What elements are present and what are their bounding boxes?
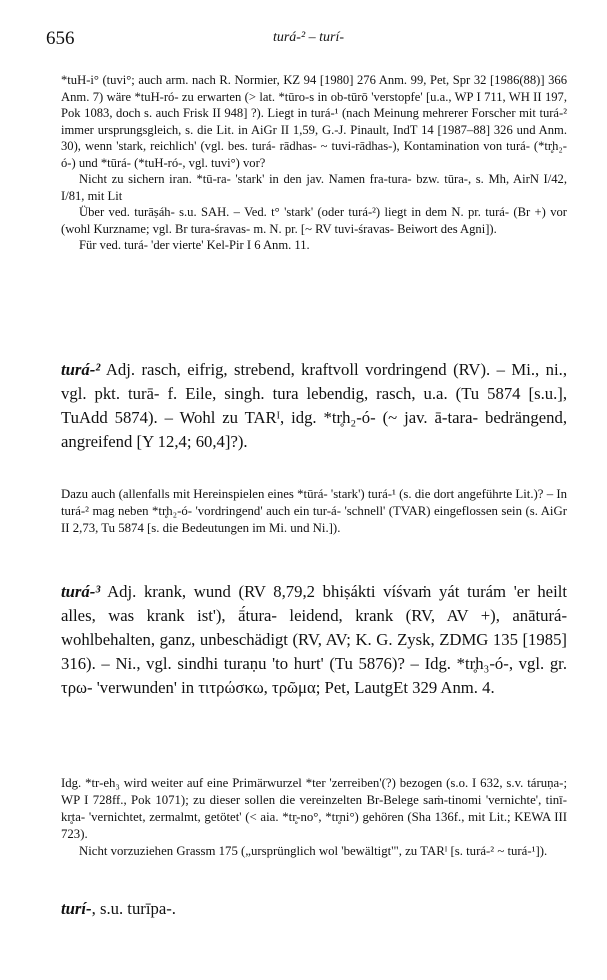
entry-body xyxy=(61,580,567,700)
paragraph: Für ved. turá- 'der vierte' Kel-Pir I 6 Anm. 11. xyxy=(79,238,310,252)
running-title: turá-² – turí- xyxy=(272,30,345,45)
entry-text: Adj. krank, wund (RV 8,79,2 bhiṣákti víśvaṁ yát turám 'er heilt alles, was krank ist'), ā́tura- leidend, krank (RV, AV +), anāturá- wohlbehalten, ganz, unbeschädigt (RV, AV; K. G. Zysk, ZDMG 135 [1985] 316). – Ni., vgl. sindhi turaṇu 'to hurt' (Tu 5876)? – Idg. *tr̥h₃-ó-, vgl. gr. τρω- 'verwunden' in τιτρώσκω, τρῶμα; Pet, LautgEt 329 Anm. 4. xyxy=(61,582,567,697)
paragraph: Nicht vorzuziehen Grassm 175 („ursprünglich wol 'bewältigt'", zu TARᴵ [s. turá-² ~ turá-¹]). xyxy=(79,844,548,858)
paragraph: *tuH-i° (tuvi°; auch arm. nach R. Normier, KZ 94 [1980] 276 Anm. 99, Pet, Spr 32 [1986(88)] 366 Anm. 7) wäre *tuH-ró- zu erwarten (> lat. *tūro-s in ob-tūrō 'verstopfe' [u.a., WP I 711, WH II 197, Pok 1083, doch s. auch Frisk II 948] ?). Liegt in turá-¹ (nach Meinung mehrerer Forscher mit turá-² immer ursprungsgleich, s. die Lit. in AiGr II 1,59, G.-J. Pinault, IndT 14 [1987–88] 326 und Anm. 30), wenn 'stark, reichlich' (vgl. bes. turá- rādhas- ~ tuvi-rādhas-), Kontamination von turá- (*tr̥h₂-ó-) und *tūrá- (*tuH-ró-, vgl. tuvi°) vor? xyxy=(61,73,567,170)
paragraph: Nicht zu sichern iran. *tū-ra- 'stark' in den jav. Namen fra-tura- bzw. tūra-, s. Mh, AirN I/42, I/81, mit Lit xyxy=(61,172,567,203)
paragraph: Dazu auch (allenfalls mit Hereinspielen eines *tūrá- 'stark') turá-¹ (s. die dort angeführte Lit.)? – In turá-² mag neben *tr̥h₂-ó- 'vordringend' auch ein tur-á- 'schnell' (TVAR) eingeflossen sein (s. AiGr II 2,73, Tu 5874 [s. die Bedeutungen im Mi. und Ni.]). xyxy=(61,487,567,535)
entry-tura-3 xyxy=(61,580,567,700)
entry-lemma: turá-² xyxy=(61,360,101,379)
page-number: 656 xyxy=(46,28,75,49)
paragraph: Über ved. turāṣáh- s.u. SAH. – Ved. t° 'stark' (oder turá-²) liegt in dem N. pr. turá- (Br +) vor (wohl Kurzname; vgl. Br tura-śravas- m. N. pr. [~ RV tuvi-śravas- Beiwort des Agni]). xyxy=(61,205,567,236)
entry-body xyxy=(61,898,567,920)
top-note xyxy=(61,72,567,254)
entry-text: , s.u. turīpa-. xyxy=(91,899,176,918)
note-tura-2 xyxy=(61,486,567,537)
entry-text: Adj. rasch, eifrig, strebend, kraftvoll vordringend (RV). – Mi., ni., vgl. pkt. turā- f. Eile, singh. tura lebendig, rasch, u.a. (Tu 5874 [s.u.], TuAdd 5874). – Wohl zu TARᴵ, idg. *tr̥h₂-ó- (~ jav. ā-tara- bedrängend, angreifend [Y 12,4; 60,4]?). xyxy=(61,360,567,451)
paragraph: Idg. *tr-eh₃ wird weiter auf eine Primärwurzel *ter 'zerreiben'(?) bezogen (s.o. I 632, s.v. táruṇa-; WP I 728ff., Pok 1071); zu dieser sollen die vereinzelten Br-Belege saṁ-tinomi 'vernichte', tinī-kr̥ta- 'vernichtet, zermalmt, getötet' (< aia. *tr̥-no°, *tr̥ni°) gehören (Sha 136f., mit Lit.; KEWA III 723). xyxy=(61,776,567,841)
entry-turi xyxy=(61,898,567,920)
note-tura-3 xyxy=(61,775,567,860)
entry-lemma: turá-³ xyxy=(61,582,101,601)
entry-lemma: turí- xyxy=(61,899,92,918)
entry-tura-2 xyxy=(61,358,567,454)
entry-body xyxy=(61,358,567,454)
page-header xyxy=(46,28,571,54)
